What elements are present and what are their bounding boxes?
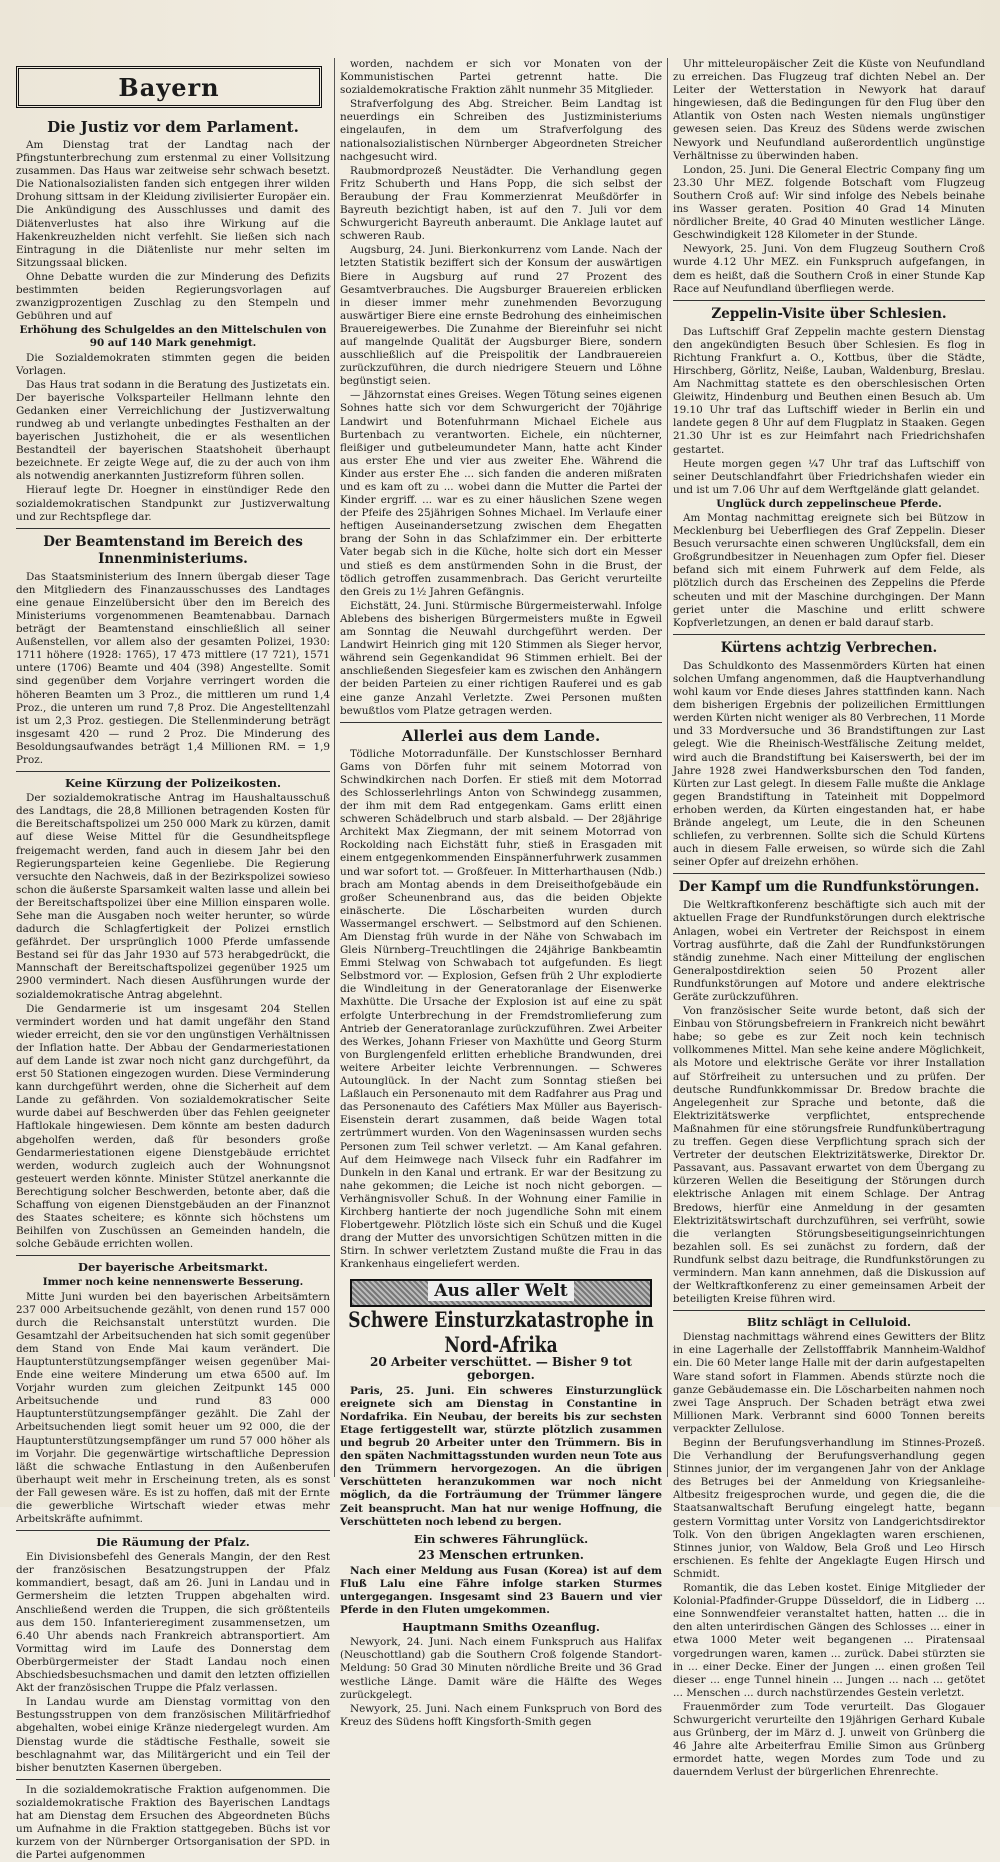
headline: Die Justiz vor dem Parlament.	[47, 118, 299, 136]
divider	[16, 1530, 330, 1531]
paragraph: Ein Divisionsbefehl des Generals Mangin, der den Rest der französischen Besatzungstruppen der Pfalz kommandiert, besagt, daß am 26. Juni in Landau und in Germersheim die letzten Truppen abgehalten wird. Anschließend werden die Truppen, die sich größtenteils aus dem 150. Infanterieregiment zusammensetzen, um 6.40 Uhr abends nach Frankreich abtransportiert. Am Vormittag wird im Laufe des Donnerstag dem Oberbürgermeister der Stadt Landau noch einen Abschiedsbesuchsmachen und damit den letzten offiziellen Akt der französischen Truppe die Pfalz verlassen.	[16, 1551, 330, 1695]
section-title: Bayern	[118, 72, 220, 102]
headline: Keine Kürzung der Polizeikosten.	[64, 776, 282, 791]
column-3	[673, 58, 985, 1779]
paragraph: Uhr mitteleuropäischer Zeit die Küste von Neufundland zu erreichen. Das Flugzeug traf dichten Nebel an. Der Leiter der Wetterstation in Newyork hat darauf hingewiesen, daß die Bedingungen für den Flug über den Atlantik von Osten nach Westen niemals ungünstiger gewesen seien. Das Kreuz des Südens werde zwischen Newyork und Neufundland außerordentlich ungünstige Verhältnisse zu überwinden haben.	[673, 58, 985, 162]
paragraph: Romantik, die das Leben kostet. Einige Mitglieder der Kolonial-Pfadfinder-Gruppe Düsseldorf, die in Lidberg ... eine Sonnwendfeier veranstaltet hatten, hatten ... die in den alten unterirdischen Gängen des Schlosses ... einer in etwa 1000 Meter weit begangenen ... Piratensaal vorgedrungen waren, kamen ... zurück. Dabei stürzten sie in ... einer Decke. Einer der Jungen ... einen großen Teil dieser ... enge Tunnel hinein ... Jungen ... nach ... getötet ... Menschen ... durch nachstürzendes Gestein verletzt.	[673, 1582, 985, 1699]
divider	[673, 873, 985, 874]
column-rule	[334, 58, 335, 1477]
headline: Die Räumung der Pfalz.	[96, 1535, 250, 1550]
paragraph: Tödliche Motorradunfälle. Der Kunstschlosser Bernhard Gams von Dörfen fuhr mit seinem Motorrad von Schwindkirchen nach Dorfen. Er stieß mit dem Motorrad des Schlosserlehrlings Anton von Schwindegg zusammen, der ihm mit dem Rad entgegenkam. Gams erlitt einen schweren Schädelbruch und starb alsbald. — Der 28jährige Architekt Max Ziegmann, der mit seinem Motorrad von Rockolding nach Eichstätt fuhr, stieß in Erasgaden mit einem entgegenkommenden Einspännerfuhrwerk zusammen und war sofort tot. — Großfeuer. In Mitterharthausen (Ndb.) brach am Montag abends in dem Dreiseithofgebäude ein großer Scheunenbrand aus, das die beiden Objekte einäscherte. Die Löscharbeiten wurden durch Wassermangel erschwert. — Selbstmord auf den Schienen. Am Dienstag früh wurde in der Nähe von Schwabach im Gleis Nürnberg–Treuchtlingen die 24jährige Bankbeamtin Emmi Stelwag von Schwabach tot aufgefunden. Es liegt Selbstmord vor. — Explosion, Gefsen früh 2 Uhr explodierte die Windleitung in der Generatoranlage der Eisenwerke Maxhütte. Die Ursache der Explosion ist auf eine zu spät erfolgte Unterbrechung in der Fremdstromlieferung zum Antrieb der Generatoranlage zurückzuführen. Zwei Arbeiter des Werkes, Johann Frieser von Maxhütte und Georg Sturm von Burglengenfeld erlitten erhebliche Brandwunden, drei weitere Arbeiter leichte Verbrennungen. — Schweres Autounglück. In der Nacht zum Sonntag stießen bei Laßlauch ein Personenauto mit dem Radfahrer aus Prag und das Personenauto des Cafétiers Max Müller aus Bayerisch-Eisenstein derart zusammen, daß beide Wagen total zertrümmert wurden. Von den Wageninsassen wurden sechs Personen zum Teil schwer verletzt. — Am Kanal gefahren. Auf dem Heimwege nach Vilseck fuhr ein Radfahrer im Dunkeln in den Kanal und ertrank. Er war der Besitzung zu nahe gekommen; die Leiche ist noch nicht geborgen. — Verhängnisvoller Schuß. In der Wohnung einer Familie in Kirchberg hantierte der noch jugendliche Sohn mit einem Flobertgewehr. Plötzlich löste sich ein Schuß und die Kugel drang der Mutter des unvorsichtigen Schützen mitten in die Stirn. In schwer verletztem Zustand mußte die Frau in das Krankenhaus eingeliefert werden.	[340, 747, 662, 1271]
paragraph: Augsburg, 24. Juni. Bierkonkurrenz vom Lande. Nach der letzten Statistik beziffert sich der Konsum der auswärtigen Biere in Augsburg auf rund 27 Prozent des Gesamtverbrauches. Die Augsburger Brauereien erblicken in dieser immer mehr zunehmenden Bevorzugung auswärtiger Biere eine ernste Bedrohung des einheimischen Brauereigewerbes. Die Zunahme der Biereinfuhr sei nicht auf mangelnde Qualität der Augsburger Biere, sondern ausschließlich auf die Preispolitik der Landbrauereien zurückzuführen, die durch niedrigere Steuern und Löhne begünstigt seien.	[340, 244, 662, 388]
paragraph: Frauenmörder zum Tode verurteilt. Das Glogauer Schwurgericht verurteilte den 19jährigen Gerhard Kubale aus Grünberg, der im März d. J. unweit von Grünberg die 46 Jahre alte Arbeiterfrau Emilie Simon aus Grünberg ermordet hatte, wegen Mordes zum Tode und zu dauerndem Verlust der bürgerlichen Ehrenrechte.	[673, 1700, 985, 1779]
paragraph: Dienstag nachmittags während eines Gewitters der Blitz in eine Lagerhalle der Zellstofffabrik Mannheim-Waldhof ein. Die 60 Meter lange Halle mit der darin aufgestapelten Ware stand sofort in Flammen. Abends stürzte noch die ganze Gebäudemasse ein. Die Löscharbeiten nahmen noch zwei Tage Anspruch. Der Schaden beträgt etwa zwei Millionen Mark. Verbrannt sind 6000 Tonnen bereits verpackter Zellulose.	[673, 1331, 985, 1435]
paragraph: Raubmordprozeß Neustädter. Die Verhandlung gegen Fritz Schuberth und Hans Popp, die sich selbst der Beraubung der Frau Kommerzienrat Meußdörfer in Bayreuth bezichtigt haben, ist auf den 7. Juli vor dem Schwurgericht Bayreuth anberaumt. Die Anklage lautet auf schweren Raub.	[340, 164, 662, 243]
divider	[673, 1310, 985, 1311]
paragraph: Heute morgen gegen ¼7 Uhr traf das Luftschiff von seiner Deutschlandfahrt über Friedrichshafen wieder ein und ist um 7.06 Uhr auf dem Werftgelände glatt gelandet.	[673, 457, 985, 496]
paragraph: Das Schuldkonto des Massenmörders Kürten hat einen solchen Umfang angenommen, daß die Hauptverhandlung wohl kaum vor Ende dieses Jahres stattfinden kann. Nach dem bisherigen Ergebnis der polizeilichen Ermittlungen werden Kürten nicht weniger als 80 Verbrechen, 11 Morde und 33 Mordversuche und 36 Brandstiftungen zur Last gelegt. Wie die Rheinisch-Westfälische Zeitung meldet, wird auch die Brandstiftung bei Kaiserswerth, bei der im Jahre 1928 zwei Handwerksburschen den Tod fanden, Kürten zur Last gelegt. In diesem Falle mußte die Anklage gegen Brandstiftung in Tateinheit mit Doppelmord erhoben werden, da Kürten eingestanden hat, er habe Brände angelegt, um Leute, die in den Scheunen schliefen, zu verbrennen. Sollte sich die Schuld Kürtens auch in diesem Falle erweisen, so würde sich die Zahl seiner Opfer auf dreizehn erhöhen.	[673, 659, 985, 869]
paragraph: In Landau wurde am Dienstag vormittag von den Bestungsstruppen von dem französischen Militärfriedhof abgehalten, wobei einige Kränze niedergelegt wurden. Am Dienstag wurde die städtische Festhalle, soweit sie beschlagnahmt war, das Militärgericht und ein Teil der bisher benutzten Kasernen übergeben.	[16, 1696, 330, 1774]
subheadline: Immer noch keine nennenswerte Besserung.	[42, 1276, 304, 1289]
subheadline: 20 Arbeiter verschüttet. — Bisher 9 tot geborgen.	[370, 1354, 632, 1382]
paragraph: Die Sozialdemokraten stimmten gegen die beiden Vorlagen.	[16, 351, 330, 377]
headline: Hauptmann Smiths Ozeanflug.	[402, 1620, 600, 1635]
headline: Zeppelin-Visite über Schlesien.	[711, 305, 947, 322]
paragraph: In die sozialdemokratische Fraktion aufgenommen. Die sozialdemokratische Fraktion des Bayerischen Landtags hat am Dienstag dem Ersuchen des Abgeordneten Büchs um Aufnahme in die Fraktion stattgegeben. Büchs ist vor kurzem von der Nürnberger Ortsorganisation der SPD. in die Partei aufgenommen	[16, 1783, 330, 1862]
section-title-box	[16, 66, 322, 108]
divider	[673, 634, 985, 635]
paragraph: Das Staatsministerium des Innern übergab dieser Tage den Mitgliedern des Finanzausschusses des Landtages eine genaue Einzelübersicht über den im Bereich des Ministeriums vorgenommenen Beamtenabbau. Darnach beträgt der Beamtenstand einschließlich all seiner Außenstellen, vor allem also der gesamten Polizei, 1930: 1711 höhere (1928: 1765), 17 473 mittlere (17 721), 1571 untere (1706) Beamte und 404 (398) Angestellte. Somit sind gegenüber dem Vorjahre verringert worden die höheren Beamten um 3 Proz., die mittleren um rund 1,4 Proz., die unteren um rund 7,8 Proz. Die Angestelltenzahl ist um 2,3 Proz. gestiegen. Die Stellenminderung beträgt insgesamt 420 — rund 2 Proz. Die Minderung des Besoldungsaufwandes beträgt 1,4 Millionen RM. = 1,9 Proz.	[16, 570, 330, 767]
main-headline: Schwere Einsturzkatastrophe in Nord-Afrika	[348, 1307, 654, 1358]
paragraph: Newyork, 25. Juni. Nach einem Funkspruch von Bord des Kreuz des Südens hofft Kingsforth-Smith gegen	[340, 1702, 662, 1728]
column-rule	[667, 58, 668, 1477]
paragraph: Das Luftschiff Graf Zeppelin machte gestern Dienstag den angekündigten Besuch über Schlesien. Es flog in Richtung Frankfurt a. O., Kottbus, über die Städte, Hirschberg, Görlitz, Neiße, Lauban, Waldenburg, Breslau. Am Nachmittag stattete es den oberschlesischen Orten Gleiwitz, Hindenburg und Beuthen einen Besuch ab. Um 19.10 Uhr traf das Luftschiff wieder in Berlin ein und landete gegen 8 Uhr auf dem Flugplatz in Staaken. Gegen 21.30 Uhr ist es zur Heimfahrt nach Friedrichshafen gestartet.	[673, 325, 985, 456]
subheadline: 23 Menschen ertrunken.	[418, 1547, 584, 1562]
paragraph: Der sozialdemokratische Antrag im Haushaltausschuß des Landtags, die 28,8 Millionen betragenden Kosten für die Bereitschaftspolizei um 250 000 Mark zu kürzen, damit auf diese Weise Mittel für die Gesundheitspflege freigemacht werden, fand auch in diesem Jahr bei den Regierungsparteien keine Gegenliebe. Die Regierung versuchte den Nachweis, daß in der Bezirkspolizei sowieso schon die äußerste Sparsamkeit walten lasse und allein bei der Bereitschaftspolizei über eine Million einsparen wolle. Sehe man die Ausgaben noch weiter herunter, so würde dadurch die Schlagfertigkeit der Polizei ernstlich gefährdet. Der ursprünglich 1000 Pferde umfassende Bestand sei für das Jahr 1930 auf 573 herabgedrückt, die Mannschaft der Bereitschaftspolizei gegenüber 1925 um 2900 vermindert. Nach diesen Ausführungen wurde der sozialdemokratische Antrag abgelehnt.	[16, 792, 330, 1001]
paragraph: London, 25. Juni. Die General Electric Company fing um 23.30 Uhr MEZ. folgende Botschaft vom Flugzeug Southern Croß auf: Wir sind infolge des Nebels beinahe ins Wasser geraten. Position 40 Grad 14 Minuten nördlicher Breite, 40 Grad 40 Minuten westlicher Länge. Geschwindigkeit 128 Kilometer in der Stunde.	[673, 163, 985, 242]
subheadline: Unglück durch zeppelinscheue Pferde.	[716, 497, 942, 510]
paragraph: Die Gendarmerie ist um insgesamt 204 Stellen vermindert worden und hat damit ungefähr den Stand wieder erreicht, den sie vor den ungünstigen Verhältnissen der Inflation hatte. Der Abbau der Gendarmeriestationen auf dem Lande ist zwar noch nicht ganz durchgeführt, da erst 50 Stationen eingezogen wurden. Diese Verminderung kann durchgeführt werden, ohne die Sicherheit auf dem Lande zu gefährden. Von sozialdemokratischer Seite wurde dabei auf Beschwerden über das Fehlen geeigneter Haftlokale hingewiesen. Dem könnte am besten dadurch abgeholfen werden, daß für besonders große Gendarmeriestationen eigene Dienstgebäude errichtet werden, wodurch zugleich auch der Wohnungsnot gesteuert werden könnte. Minister Stützel anerkannte die Berechtigung solcher Beschwerden, betonte aber, daß die Schaffung von eigenen Dienstgebäuden an der Finanznot des Staates scheitere; es könnte sich höchstens um Beihilfen von Zuschüssen an Gemeinden handeln, die solche Gebäude errichten wollen.	[16, 1002, 330, 1251]
divider	[16, 771, 330, 772]
headline: Allerlei aus dem Lande.	[401, 726, 601, 745]
column-2	[340, 58, 662, 1728]
headline: Ein schweres Fährunglück.	[413, 1531, 589, 1546]
headline: Kürtens achtzig Verbrechen.	[720, 639, 938, 656]
paragraph: Eichstätt, 24. Juni. Stürmische Bürgermeisterwahl. Infolge Ablebens des bisherigen Bürgermeisters mußte in Egweil am Sonntag die Neuwahl durchgeführt werden. Der Landwirt Heinrich ging mit 120 Stimmen als Sieger hervor, während sein Gegenkandidat 96 Stimmen erhielt. Bei der anschließenden Siegesfeier kam es zwischen den Anhängern der beiden Parteien zu einer richtigen Rauferei und es gab eine ganze Anzahl Verletzte. Zwei Personen mußten bewußtlos vom Platze getragen werden.	[340, 599, 662, 717]
paragraph: worden, nachdem er sich vor Monaten von der Kommunistischen Partei getrennt hatte. Die sozialdemokratische Fraktion zählt nunmehr 35 Mitglieder.	[340, 58, 662, 97]
headline: Blitz schlägt in Celluloid.	[746, 1315, 912, 1330]
divider	[16, 1255, 330, 1256]
paragraph: Nach einer Meldung aus Fusan (Korea) ist auf dem Fluß Lalu eine Fähre infolge starken Sturmes untergegangen. Insgesamt sind 23 Bauern und vier Pferde in den Fluten umgekommen.	[340, 1564, 662, 1617]
headline: Der Kampf um die Rundfunkstörungen.	[678, 879, 980, 896]
paragraph: Am Montag nachmittag ereignete sich bei Bützow in Mecklenburg bei Ueberfliegen des Graf Zeppelin. Dieser Besuch verursachte einen schweren Unglücksfall, dem ein Großgrundbesitzer in Neuenhagen zum Opfer fiel. Dieser befand sich mit einem Fuhrwerk auf dem Felde, als plötzlich durch das Erscheinen des Zeppelins die Pferde scheuten und mit der Maschine durchgingen. Der Mann geriet unter die Maschine und erlitt schwere Kopfverletzungen, an denen er bald darauf starb.	[673, 512, 985, 629]
paragraph: Mitte Juni wurden bei den bayerischen Arbeitsämtern 237 000 Arbeitsuchende gezählt, von denen rund 157 000 durch die Reichsanstalt unterstützt wurden. Die Gesamtzahl der Arbeitsuchenden hat sich somit gegenüber dem Stand von Ende Mai kaum verändert. Die Hauptunterstützungsempfänger weisen gegenüber Mai-Ende eine weitere Minderung um etwa 6500 auf. Im Vorjahr wurden zum gleichen Zeitpunkt 145 000 Arbeitsuchende und rund 83 000 Hauptunterstützungsempfänger gezählt. Die Zahl der Arbeitsuchenden liegt somit heuer um 92 000, die der Hauptunterstützungsempfänger um rund 57 000 höher als im Vorjahr. Die gegenwärtige wirtschaftliche Depression läßt die schwache Entlastung in den Außenberufen überhaupt weit mehr in Erscheinung treten, als es sonst der Fall gewesen wäre. Es ist zu hoffen, daß mit der Ernte die gewerbliche Wirtschaft wieder etwas mehr Arbeitskräfte aufnimmt.	[16, 1290, 330, 1526]
paragraph: Ohne Debatte wurden die zur Minderung des Defizits bestimmten beiden Regierungsvorlagen auf zwanzigprozentigen Zuschlag zu den Stempeln und Gebühren und auf	[16, 270, 330, 323]
column-1	[16, 58, 330, 1862]
paragraph: Strafverfolgung des Abg. Streicher. Beim Landtag ist neuerdings ein Schreiben des Justizministeriums eingelaufen, in dem um Strafverfolgung des nationalsozialistischen Nürnberger Abgeordneten Streicher nachgesucht wird.	[340, 98, 662, 163]
paragraph: Hierauf legte Dr. Hoegner in einstündiger Rede den sozialdemokratischen Standpunkt zur Justizverwaltung und zur Rechtspflege dar.	[16, 484, 330, 523]
paragraph: Von französischer Seite wurde betont, daß sich der Einbau von Störungsbefreiern in Frankreich nicht bewährt habe; so gebe es zur Zeit noch kein technisch vollkommenes Mittel. Man sehe keine andere Möglichkeit, als Motore und elektrische Geräte vor ihrer Installation auf Störfreiheit zu untersuchen und zu prüfen. Der deutsche Rundfunkkommissar Dr. Bredow brachte die Angelegenheit zur Sprache und betonte, daß die Elektrizitätswerke verpflichtet, entsprechende Maßnahmen für eine störungsfreie Rundfunkübertragung zu treffen. Gegen diese Verpflichtung sprach sich der Vertreter der deutschen Elektrizitätswerke, Direktor Dr. Passavant, aus. Passavant erwartet von dem Übergang zu kürzeren Wellen die Beseitigung der Störungen durch elektrische Anlagen mit einem Schlage. Der Antrag Bredows, hierfür eine Anmeldung in der gesamten Elektrizitätswirtschaft durchzuführen, sei verfrüht, sowie die verlangten Störungsbeseitigungseinrichtungen bezahlen soll. Es sei zunächst zu fordern, daß der Rundfunk selbst dazu beitrage, die Rundfunkstörungen zu vermindern. Man kann annehmen, daß die Diskussion auf der Weltkraftkonferenz zu einer gemeinsamen Arbeit der beteiligten Kreise führen wird.	[673, 1005, 985, 1306]
paragraph: Newyork, 25. Juni. Von dem Flugzeug Southern Croß wurde 4.12 Uhr MEZ. ein Funkspruch aufgefangen, in dem es heißt, daß die Southern Croß in einer Stunde Kap Race auf Neufundland überfliegen werde.	[673, 243, 985, 295]
paragraph: Am Dienstag trat der Landtag nach der Pfingstunterbrechung zum erstenmal zu einer Vollsitzung zusammen. Das Haus war zeitweise sehr schwach besetzt. Die Nationalsozialisten fanden sich entgegen ihrer wilden Drohung sittsam in der Kleidung zivilisierter Europäer ein. Die Ankündigung des Ausschlusses und damit des Diätenverlustes hat also ihre Wirkung auf die Hakenkreuzhelden nicht verfehlt. Sie ließen sich nach Eintragung in die Diätenliste nur mehr selten im Sitzungssaal blicken.	[16, 139, 330, 269]
paragraph: Beginn der Berufungsverhandlung im Stinnes-Prozeß. Die Verhandlung der Berufungsverhandlung gegen Stinnes junior, der im vergangenen Jahr von der Anklage des Betruges bei der Anmeldung von Kriegsanleihe-Altbesitz freigesprochen wurde, und gegen die, die die Staatsanwaltschaft Berufung eingelegt hatte, begann gestern Vormittag unter Vorsitz von Landgerichtsdirektor Tolk. Von den übrigen Angeklagten waren erschienen, Stinnes junior, von Waldow, Bela Groß und Leo Hirsch erschienen. Es fehlte der Angeklagte Eugen Hirsch und Schmidt.	[673, 1437, 985, 1580]
banner-label: Aus aller Welt	[428, 1281, 574, 1301]
headline: Der Beamtenstand im Bereich des Innenministeriums.	[43, 533, 303, 567]
paragraph: Erhöhung des Schulgeldes an den Mittelschulen von 90 auf 140 Mark genehmigt.	[19, 324, 327, 350]
paragraph: Die Weltkraftkonferenz beschäftigte sich auch mit der aktuellen Frage der Rundfunkstörungen durch elektrische Anlagen, wobei ein Vertreter der Reichspost in einem Vortrag ausführte, daß die Zahl der Rundfunkstörungen ständig zunehme. Nach einer Mitteilung der englischen Generalpostdirektion seien 50 Prozent aller Rundfunkstörungen auf Motore und andere elektrische Geräte zurückzuführen.	[673, 899, 985, 1003]
paragraph: Newyork, 24. Juni. Nach einem Funkspruch aus Halifax (Neuschottland) gab die Southern Croß folgende Standort-Meldung: 50 Grad 30 Minuten nördliche Breite und 36 Grad westliche Länge. Damit wäre die Hälfte des Weges zurückgelegt.	[340, 1636, 662, 1701]
headline: Der bayerische Arbeitsmarkt.	[78, 1260, 268, 1275]
paragraph: Paris, 25. Juni. Ein schweres Einsturzunglück ereignete sich am Dienstag in Constantine in Nordafrika. Ein Neubau, der bereits bis zur sechsten Etage fertiggestellt war, stürzte plötzlich zusammen und begrub 20 Arbeiter unter den Trümmern. Bis in den späten Nachmittagsstunden wurden neun Tote aus den Trümmern hervorgezogen. An die übrigen Verschütteten heranzukommen war noch nicht möglich, da die Forträumung der Trümmer längere Zeit beansprucht. Man hat nur wenige Hoffnung, die Verschütteten noch lebend zu bergen.	[340, 1384, 662, 1528]
divider	[16, 528, 330, 529]
divider	[673, 300, 985, 301]
section-banner	[350, 1279, 652, 1306]
paragraph: — Jähzornstat eines Greises. Wegen Tötung seines eigenen Sohnes hatte sich vor dem Schwurgericht der 70jährige Landwirt und Botenfuhrmann Michael Eichele aus Burtenbach zu verantworten. Eichele, ein nüchterner, fleißiger und gutbeleumundeter Mann, hatte acht Kinder aus erster Ehe und vier aus zweiter Ehe. Während die Kinder aus erster Ehe ... sich fanden die anderen mißraten und es kam oft zu ... wobei dann die Mutter die Partei der Kinder ergriff. ... war es zu einer häuslichen Szene wegen der Pfeife des 25jährigen Sohnes Michael. Im Verlaufe einer heftigen Auseinandersetzung zwischen dem Ehegatten brang der Sohn in das Schlafzimmer ein. Der erbitterte Vater begab sich in die Küche, holte sich dort ein Messer und stieß es dem anstürmenden Sohn in die Brust, der tödlich getroffen zusammenbrach. Das Gericht verurteilte den Greis zu 1½ Jahren Gefängnis.	[340, 389, 662, 598]
divider	[340, 722, 662, 723]
divider	[16, 1779, 330, 1780]
paragraph: Das Haus trat sodann in die Beratung des Justizetats ein. Der bayerische Volksparteiler Hellmann lehnte den Gedanken einer Verreichlichung der Justizverwaltung rundweg ab und verlangte unbedingtes Festhalten an der bayerischen Justizhoheit, die er als wesentlichen Bestandteil der bayerischen Staatshoheit überhaupt bezeichnete. Er zeigte Wege auf, die zu der auch von ihm als notwendig anerkannten Justizreform führen sollen.	[16, 378, 330, 483]
